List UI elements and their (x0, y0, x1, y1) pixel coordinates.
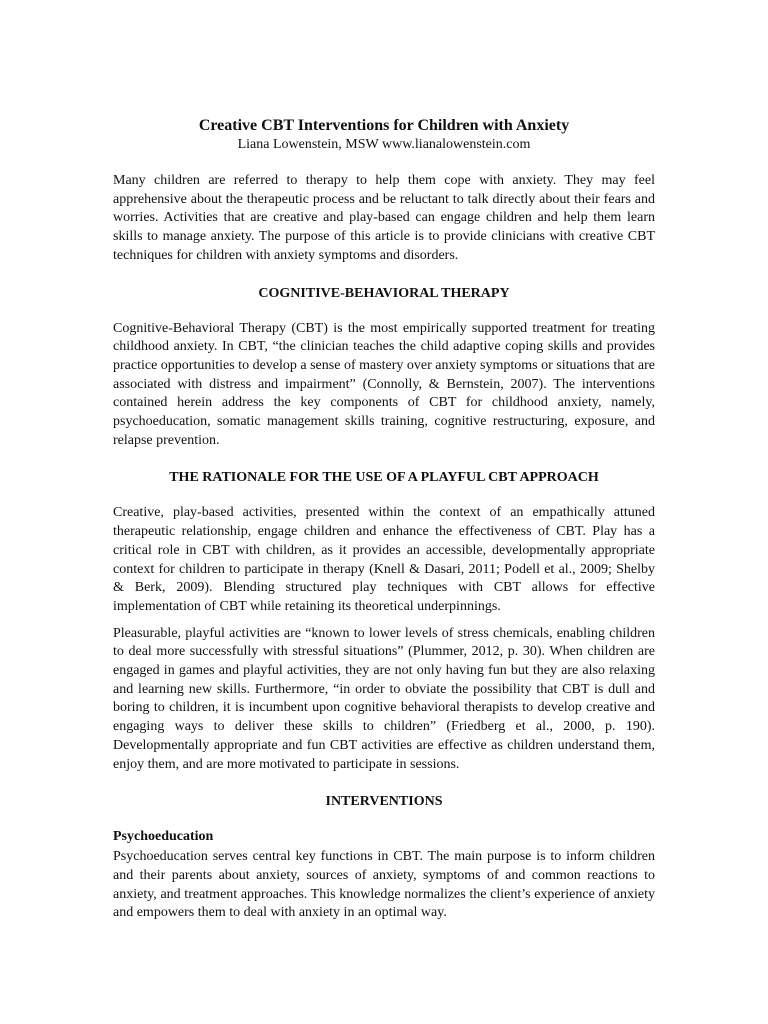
rationale-paragraph-2: Pleasurable, playful activities are “known to lower levels of stress chemicals, enabling children to deal more successfully with stressful situations” (Plummer, 2012, p. 30). When children are engaged in games and playful activities, they are not only having fun but they are also relaxing and learning new skills. Furthermore, “in order to obviate the possibility that CBT is dull and boring to children, it is incumbent upon cognitive behavioral therapists to develop creative and engaging ways to deliver these skills to children” (Friedberg et al., 2000, p. 190). Developmentally appropriate and fun CBT activities are effective as children understand them, enjoy them, and are more motivated to participate in sessions. (113, 625, 655, 772)
psychoeducation-paragraph: Psychoeducation serves central key functions in CBT. The main purpose is to inform children and their parents about anxiety, sources of anxiety, symptoms of and common reactions to anxiety, and treatment approaches. This knowledge normalizes the client’s experience of anxiety and empowers them to deal with anxiety in an optimal way. (113, 849, 655, 921)
intro-paragraph: Many children are referred to therapy to help them cope with anxiety. They may feel apprehensive about the therapeutic process and be reluctant to talk directly about their fears and worries. Activities that are creative and play-based can engage children and help them learn skills to manage anxiety. The purpose of this article is to provide clinicians with creative CBT techniques for children with anxiety symptoms and disorders. (113, 173, 655, 263)
cbt-paragraph: Cognitive-Behavioral Therapy (CBT) is the most empirically supported treatment for treating childhood anxiety. In CBT, “the clinician teaches the child adaptive coping skills and provides practice opportunities to develop a sense of mastery over anxiety symptoms or situations that are associated with distress and impairment” (Connolly, & Bernstein, 2007). The interventions contained herein address the key components of CBT for childhood anxiety, namely, psychoeducation, somatic management skills training, cognitive restructuring, exposure, and relapse prevention. (113, 320, 655, 448)
author-byline: Liana Lowenstein, MSW www.lianalowenstein.com (237, 137, 531, 152)
document-page (113, 112, 655, 923)
subheading-psychoeducation: Psychoeducation (113, 829, 214, 845)
rationale-paragraph-1: Creative, play-based activities, presented within the context of an empathically attuned therapeutic relationship, engage children and enhance the effectiveness of CBT. Play has a critical role in CBT with children, as it provides an accessible, developmentally appropriate context for children to participate in therapy (Knell & Dasari, 2011; Podell et al., 2009; Shelby & Berk, 2009). Blending structured play techniques with CBT allows for effective implementation of CBT while retaining its theoretical underpinnings. (113, 505, 655, 614)
document-title: Creative CBT Interventions for Children with Anxiety (198, 117, 570, 134)
section-heading-interventions: INTERVENTIONS (325, 794, 443, 810)
section-heading-cbt: COGNITIVE-BEHAVIORAL THERAPY (258, 285, 510, 301)
section-heading-rationale: THE RATIONALE FOR THE USE OF A PLAYFUL CBT APPROACH (169, 470, 599, 486)
